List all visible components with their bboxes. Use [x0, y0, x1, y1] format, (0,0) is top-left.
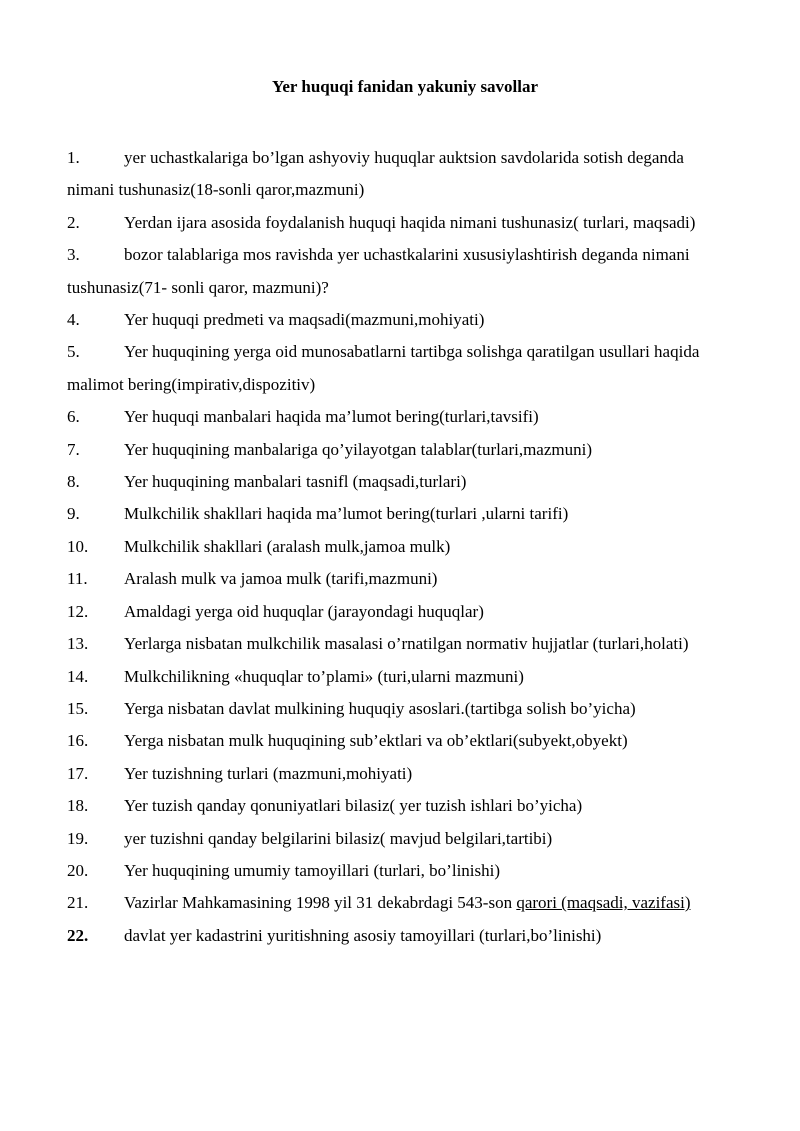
question-number: 15. [67, 698, 89, 718]
question-item [67, 304, 727, 336]
question-item [67, 498, 727, 530]
question-text: Yerlarga nisbatan mulkchilik masalasi o’rnatilgan normativ hujjatlar (turlari,holati) [124, 634, 689, 654]
question-item [67, 563, 727, 595]
question-number: 21. [67, 893, 89, 913]
question-text: Amaldagi yerga oid huquqlar (jarayondagi huquqlar) [124, 601, 484, 621]
question-number: 8. [67, 472, 80, 492]
question-item [67, 401, 727, 433]
question-number: 18. [67, 796, 89, 816]
question-number: 3. [67, 245, 80, 265]
question-text: davlat yer kadastrini yuritishning asosiy tamoyillari (turlari,bo’linishi) [124, 925, 602, 945]
question-text: Vazirlar Mahkamasining 1998 yil 31 dekabrdagi 543-son [124, 893, 517, 913]
question-number: 10. [67, 536, 89, 556]
question-text: Yer tuzishning turlari (mazmuni,mohiyati) [124, 763, 413, 783]
question-number: 5. [67, 342, 80, 362]
question-number: 17. [67, 763, 89, 783]
question-number: 22. [67, 925, 89, 945]
question-item [67, 466, 727, 498]
question-text: Yer tuzish qanday qonuniyatlari bilasiz( yer tuzish ishlari bo’yicha) [124, 796, 583, 816]
question-number: 16. [67, 731, 89, 751]
question-item [67, 790, 727, 822]
question-number: 6. [67, 407, 80, 427]
question-item [67, 207, 727, 239]
question-text: Yerga nisbatan davlat mulkining huquqiy asoslari.(tartibga solish bo’yicha) [124, 698, 636, 718]
question-item [67, 758, 727, 790]
question-underlined-text: qarori (maqsadi, vazifasi) [516, 893, 691, 913]
question-number: 2. [67, 212, 80, 232]
question-text: Yer huquqining umumiy tamoyillari (turlari, bo’linishi) [124, 860, 501, 880]
question-number: 1. [67, 148, 80, 167]
question-item [67, 855, 727, 887]
question-text: Yer huquqining manbalariga qo’yilayotgan talablar(turlari,mazmuni) [124, 439, 592, 459]
question-item [67, 142, 727, 207]
question-text: Aralash mulk va jamoa mulk (tarifi,mazmuni) [124, 569, 438, 589]
question-item [67, 823, 727, 855]
page-title: Yer huquqi fanidan yakuniy savollar [271, 77, 539, 96]
question-text: Yer huquqi manbalari haqida ma’lumot bering(turlari,tavsifi) [124, 407, 539, 427]
question-text: Yer huquqining yerga oid munosabatlarni tartibga solishga qaratilgan usullari haqida malimot bering(impirativ,dispozitiv) [67, 342, 700, 394]
question-item [67, 336, 727, 401]
question-text: Mulkchilikning «huquqlar to’plami» (turi,ularni mazmuni) [124, 666, 524, 686]
question-text: Yerga nisbatan mulk huquqining sub’ektlari va ob’ektlari(subyekt,obyekt) [124, 731, 628, 751]
question-list [67, 142, 727, 952]
question-number: 14. [67, 666, 89, 686]
question-text: Yer huquqining manbalari tasnifl (maqsadi,turlari) [124, 472, 467, 492]
question-item [67, 596, 727, 628]
question-text: Mulkchilik shakllari (aralash mulk,jamoa mulk) [124, 536, 451, 556]
question-text: Yer huquqi predmeti va maqsadi(mazmuni,mohiyati) [124, 310, 485, 330]
question-item [67, 434, 727, 466]
question-item [67, 531, 727, 563]
question-number: 20. [67, 860, 89, 880]
question-item [67, 887, 727, 919]
question-item [67, 725, 727, 757]
question-item [67, 628, 727, 660]
question-text: Mulkchilik shakllari haqida ma’lumot bering(turlari ,ularni tarifi) [124, 504, 569, 524]
question-number: 9. [67, 504, 80, 524]
question-text: bozor talablariga mos ravishda yer uchastkalarini xususiylashtirish deganda nimani tushunasiz(71- sonli qaror, mazmuni)? [67, 245, 690, 297]
question-text: yer tuzishni qanday belgilarini bilasiz( mavjud belgilari,tartibi) [124, 828, 553, 848]
question-item [67, 661, 727, 693]
question-number: 4. [67, 310, 80, 330]
question-number: 19. [67, 828, 89, 848]
question-item [67, 693, 727, 725]
question-item [67, 920, 727, 952]
question-number: 12. [67, 601, 89, 621]
question-item [67, 239, 727, 304]
question-number: 11. [67, 569, 88, 589]
question-number: 7. [67, 439, 80, 459]
question-number: 13. [67, 634, 89, 654]
question-text: Yerdan ijara asosida foydalanish huquqi haqida nimani tushunasiz( turlari, maqsadi) [124, 212, 696, 232]
question-text: yer uchastkalariga bo’lgan ashyoviy huquqlar auktsion savdolarida sotish deganda nimani tushunasiz(18-sonli qaror,mazmuni) [67, 148, 684, 200]
